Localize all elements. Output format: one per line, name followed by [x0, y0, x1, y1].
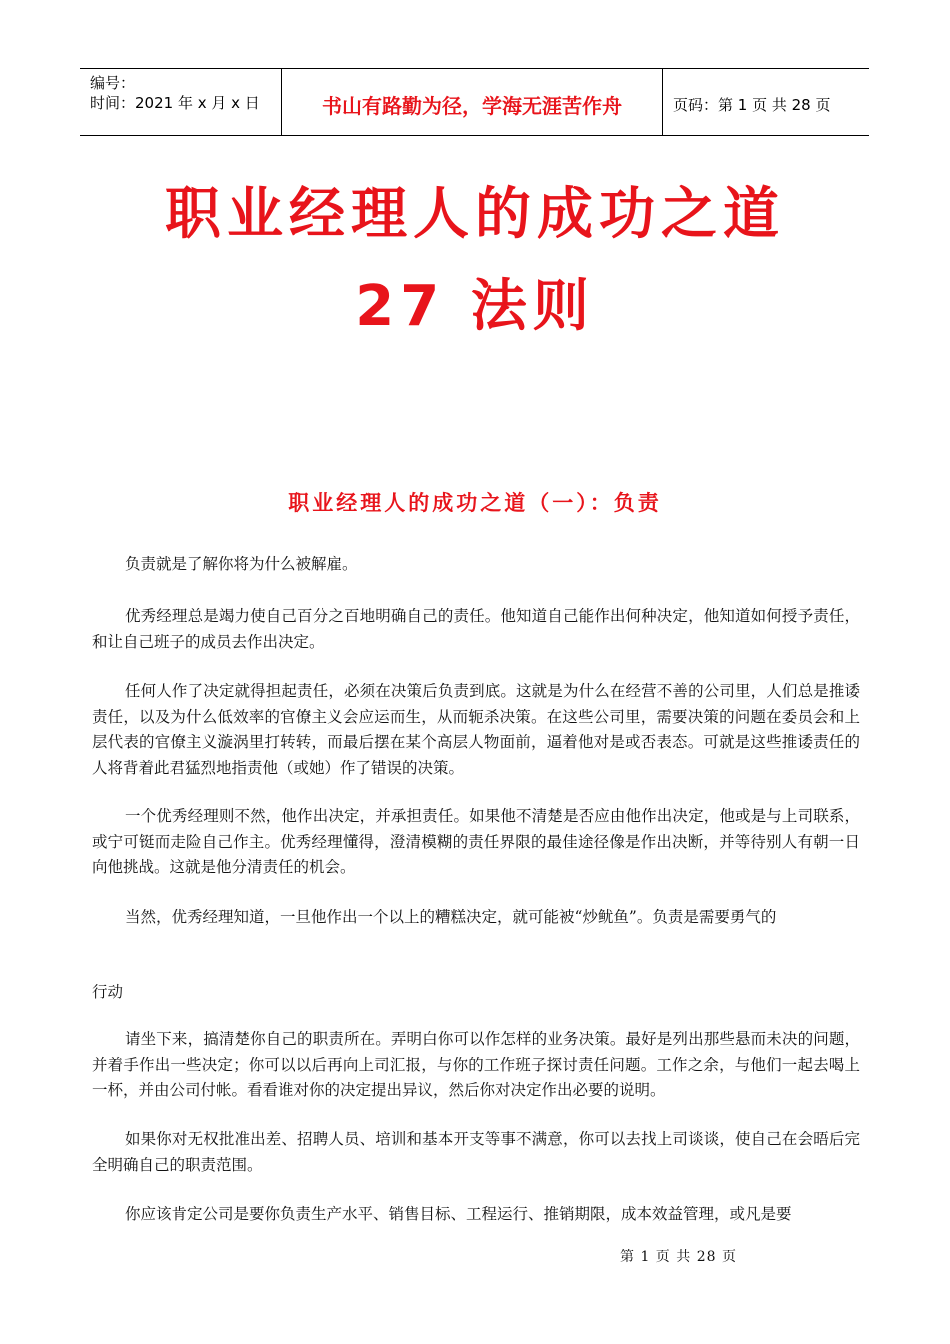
body-paragraph	[92, 980, 860, 1006]
document-date-label: 时间：2021 年 x 月 x 日	[90, 94, 260, 112]
header-motto: 书山有路勤为径，学海无涯苦作舟	[281, 69, 663, 135]
paragraph-8: 你应该肯定公司是要你负责生产水平、销售目标、工程运行、推销期限，成本效益管理，或凡是要	[125, 1205, 792, 1223]
body-paragraph	[92, 552, 860, 578]
body-paragraph	[92, 804, 860, 881]
body-paragraph	[92, 905, 860, 931]
paragraph-5: 当然，优秀经理知道，一旦他作出一个以上的糟糕决定，就可能被“炒鱿鱼”。负责是需要勇气的	[125, 908, 777, 926]
document-title-line-2: 27 法则	[355, 274, 595, 339]
body-paragraph	[92, 1202, 860, 1228]
document-number-label: 编号：	[90, 74, 136, 92]
header-info-cell	[80, 69, 281, 135]
header-table	[80, 68, 869, 136]
paragraph-1: 负责就是了解你将为什么被解雇。	[125, 555, 358, 573]
body-paragraph	[92, 679, 860, 781]
document-title-line-1: 职业经理人的成功之道	[165, 182, 785, 247]
section-title: 职业经理人的成功之道（一）：负责	[288, 491, 662, 515]
body-paragraph	[92, 1127, 860, 1178]
body-paragraph	[92, 1027, 860, 1104]
header-page-info: 页码：第 1 页 共 28 页	[673, 95, 831, 114]
paragraph-3: 任何人作了决定就得担起责任，必须在决策后负责到底。这就是为什么在经营不善的公司里，人们总是推诿责任，以及为什么低效率的官僚主义会应运而生，从而轭杀决策。在这些公司里，需要决策的问题在委员会和上层代表的官僚主义漩涡里打转转，而最后摆在某个高层人物面前，逼着他对是或否表态。可就是这些推诿责任的人将背着此君猛烈地指责他（或她）作了错误的决策。	[92, 682, 860, 777]
paragraph-6: 请坐下来，搞清楚你自己的职责所在。弄明白你可以作怎样的业务决策。最好是列出那些悬而未决的问题，并着手作出一些决定；你可以以后再向上司汇报，与你的工作班子探讨责任问题。工作之余，与他们一起去喝上一杯，并由公司付帐。看看谁对你的决定提出异议，然后你对决定作出必要的说明。	[92, 1030, 860, 1099]
body-paragraph	[92, 604, 860, 655]
paragraph-4: 一个优秀经理则不然，他作出决定，并承担责任。如果他不清楚是否应由他作出决定，他或是与上司联系，或宁可铤而走险自己作主。优秀经理懂得，澄清模糊的责任界限的最佳途径像是作出决断，并等待别人有朝一日向他挑战。这就是他分清责任的机会。	[92, 807, 860, 876]
paragraph-2: 优秀经理总是竭力使自己百分之百地明确自己的责任。他知道自己能作出何种决定，他知道如何授予责任，和让自己班子的成员去作出决定。	[92, 607, 860, 651]
action-label: 行动	[92, 983, 124, 1001]
paragraph-7: 如果你对无权批准出差、招聘人员、培训和基本开支等事不满意，你可以去找上司谈谈，使自己在会晤后完全明确自己的职责范围。	[92, 1130, 860, 1174]
page-footer: 第 1 页 共 28 页	[620, 1249, 737, 1265]
